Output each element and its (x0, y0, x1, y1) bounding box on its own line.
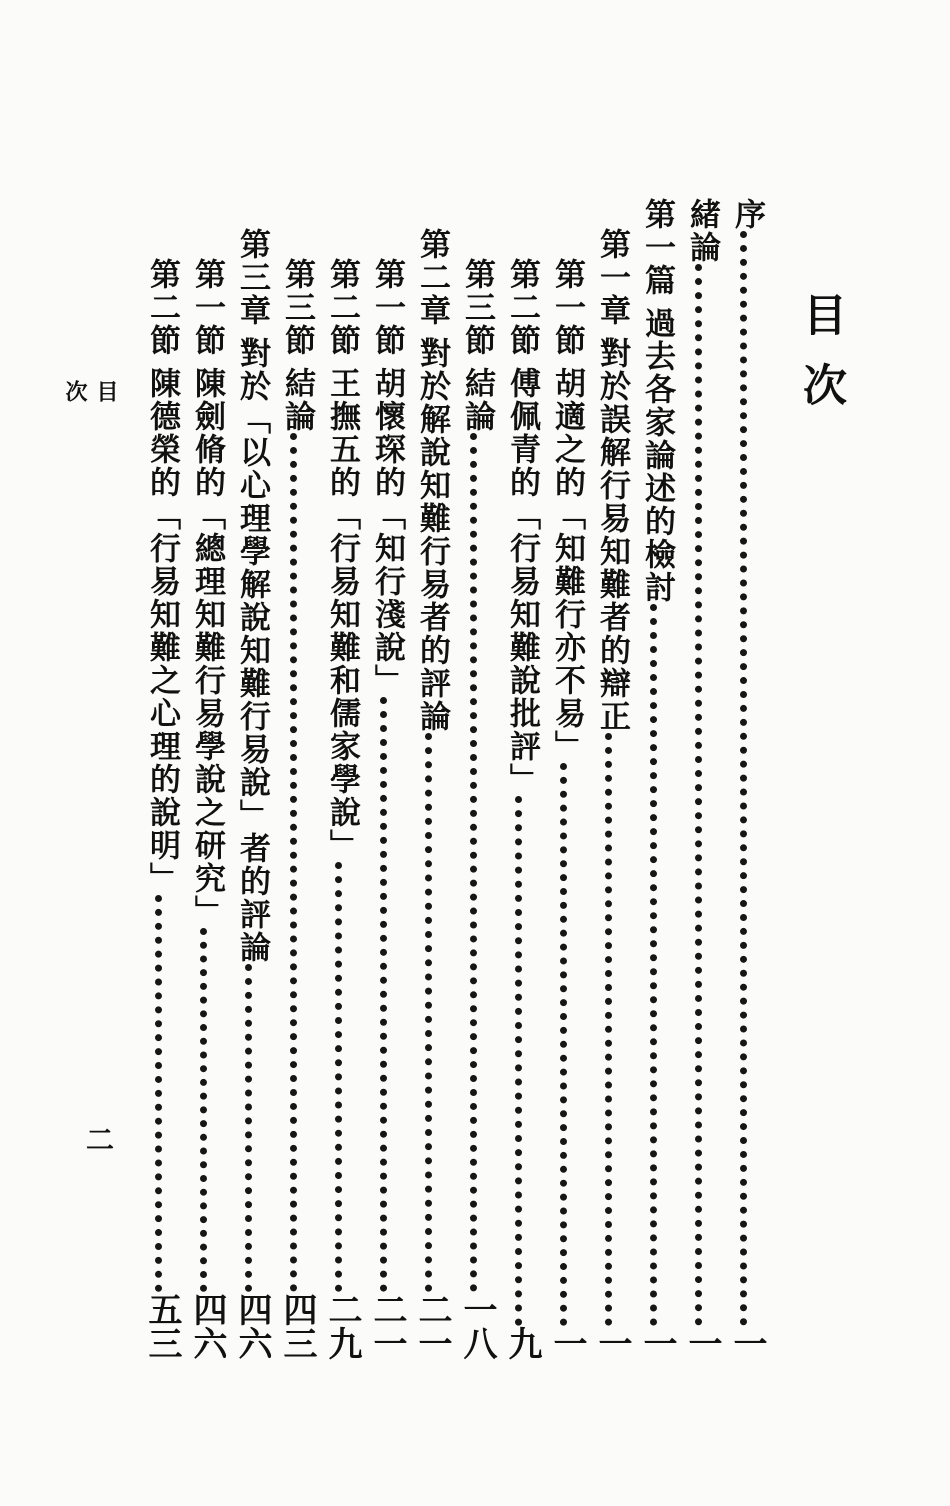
toc-entry-chapter-3[interactable] (233, 228, 271, 1360)
toc-entry-part-1[interactable] (638, 198, 676, 1360)
dot-leader (560, 763, 575, 1326)
toc-entry-label: 對於「以心理學解說知難行易說」者的評論 (234, 337, 270, 964)
toc-entry-ch2-sec2[interactable] (323, 258, 361, 1360)
toc-entry-page: 二一 (367, 1292, 407, 1360)
toc-entry-ch1-sec2[interactable] (503, 258, 541, 1360)
toc-entry-ch2-sec1[interactable] (368, 258, 406, 1360)
dot-leader (380, 697, 395, 1292)
toc-entry-label: 對於解說知難行易者的評論 (414, 337, 450, 733)
toc-entry-prefix: 第二章 (414, 228, 450, 327)
toc-entry-label: 傅佩青的「行易知難說批評」 (504, 367, 540, 796)
toc-entry-page: 一 (547, 1326, 587, 1360)
dot-leader (290, 433, 305, 1292)
toc-entry-label: 序 (729, 198, 765, 231)
toc-entry-label: 胡懷琛的「知行淺說」 (369, 367, 405, 697)
toc-entry-ch3-sec2[interactable] (143, 258, 181, 1360)
toc-entry-page: 二九 (322, 1292, 362, 1360)
toc-entry-label: 結論 (279, 367, 315, 433)
toc-entry-prefix: 第一節 (189, 258, 225, 357)
toc-entry-page: 一 (592, 1326, 632, 1360)
toc-entry-label: 陳德榮的「行易知難之心理的說明」 (144, 367, 180, 895)
toc-entry-prefix: 第二節 (324, 258, 360, 357)
toc-entry-page: 二一 (412, 1292, 452, 1360)
toc-entry-introduction[interactable] (683, 198, 721, 1360)
dot-leader (470, 433, 485, 1292)
toc-entry-chapter-2[interactable] (413, 228, 451, 1360)
running-head (62, 380, 122, 580)
dot-leader (515, 796, 530, 1326)
toc-entry-page: 四六 (187, 1292, 227, 1360)
page-title: 目次 (795, 292, 846, 432)
toc-entry-label: 王撫五的「行易知難和儒家學說」 (324, 367, 360, 862)
toc-entry-preface[interactable] (728, 198, 766, 1360)
dot-leader (155, 895, 170, 1292)
toc-entry-ch1-sec3[interactable] (458, 258, 496, 1360)
toc-entry-page: 九 (502, 1326, 542, 1360)
toc-entry-ch3-sec1[interactable] (188, 258, 226, 1360)
toc-entry-label: 結論 (459, 367, 495, 433)
dot-leader (425, 733, 440, 1292)
toc-entry-label: 對於誤解行易知難者的辯正 (594, 337, 630, 733)
toc-entry-page: 一 (637, 1326, 677, 1360)
toc-entry-chapter-1[interactable] (593, 228, 631, 1360)
toc-entry-prefix: 第二節 (144, 258, 180, 357)
toc-entry-label: 過去各家論述的檢討 (639, 307, 675, 604)
toc-entry-page: 五三 (142, 1292, 182, 1360)
toc-entry-prefix: 第三章 (234, 228, 270, 327)
toc-entry-ch1-sec1[interactable] (548, 258, 586, 1360)
toc-entry-page: 一八 (457, 1292, 497, 1360)
toc-entry-label: 緒論 (684, 198, 720, 264)
toc-entry-prefix: 第三節 (459, 258, 495, 357)
toc-entry-label: 陳劍脩的「總理知難行易學說之研究」 (189, 367, 225, 928)
toc-entry-prefix: 第三節 (279, 258, 315, 357)
dot-leader (200, 928, 215, 1292)
toc-entry-page: 四三 (277, 1292, 317, 1360)
dot-leader (650, 604, 665, 1326)
dot-leader (695, 264, 710, 1326)
dot-leader (335, 862, 350, 1292)
folio: 二 (82, 1125, 115, 1153)
toc-entry-prefix: 第一章 (594, 228, 630, 327)
toc-entry-prefix: 第一節 (549, 258, 585, 357)
toc-entry-ch2-sec3[interactable] (278, 258, 316, 1360)
dot-leader (245, 964, 260, 1292)
toc-entry-page: 一 (682, 1326, 722, 1360)
toc-entry-prefix: 第二節 (504, 258, 540, 357)
toc-entry-page: 四六 (232, 1292, 272, 1360)
running-head-text: 目次 (62, 380, 119, 552)
toc-entry-prefix: 第一節 (369, 258, 405, 357)
dot-leader (605, 733, 620, 1326)
toc-entry-page: 一 (727, 1326, 767, 1360)
toc-entry-prefix: 第一篇 (639, 198, 675, 297)
toc-entry-label: 胡適之的「知難行亦不易」 (549, 367, 585, 763)
dot-leader (740, 231, 755, 1326)
